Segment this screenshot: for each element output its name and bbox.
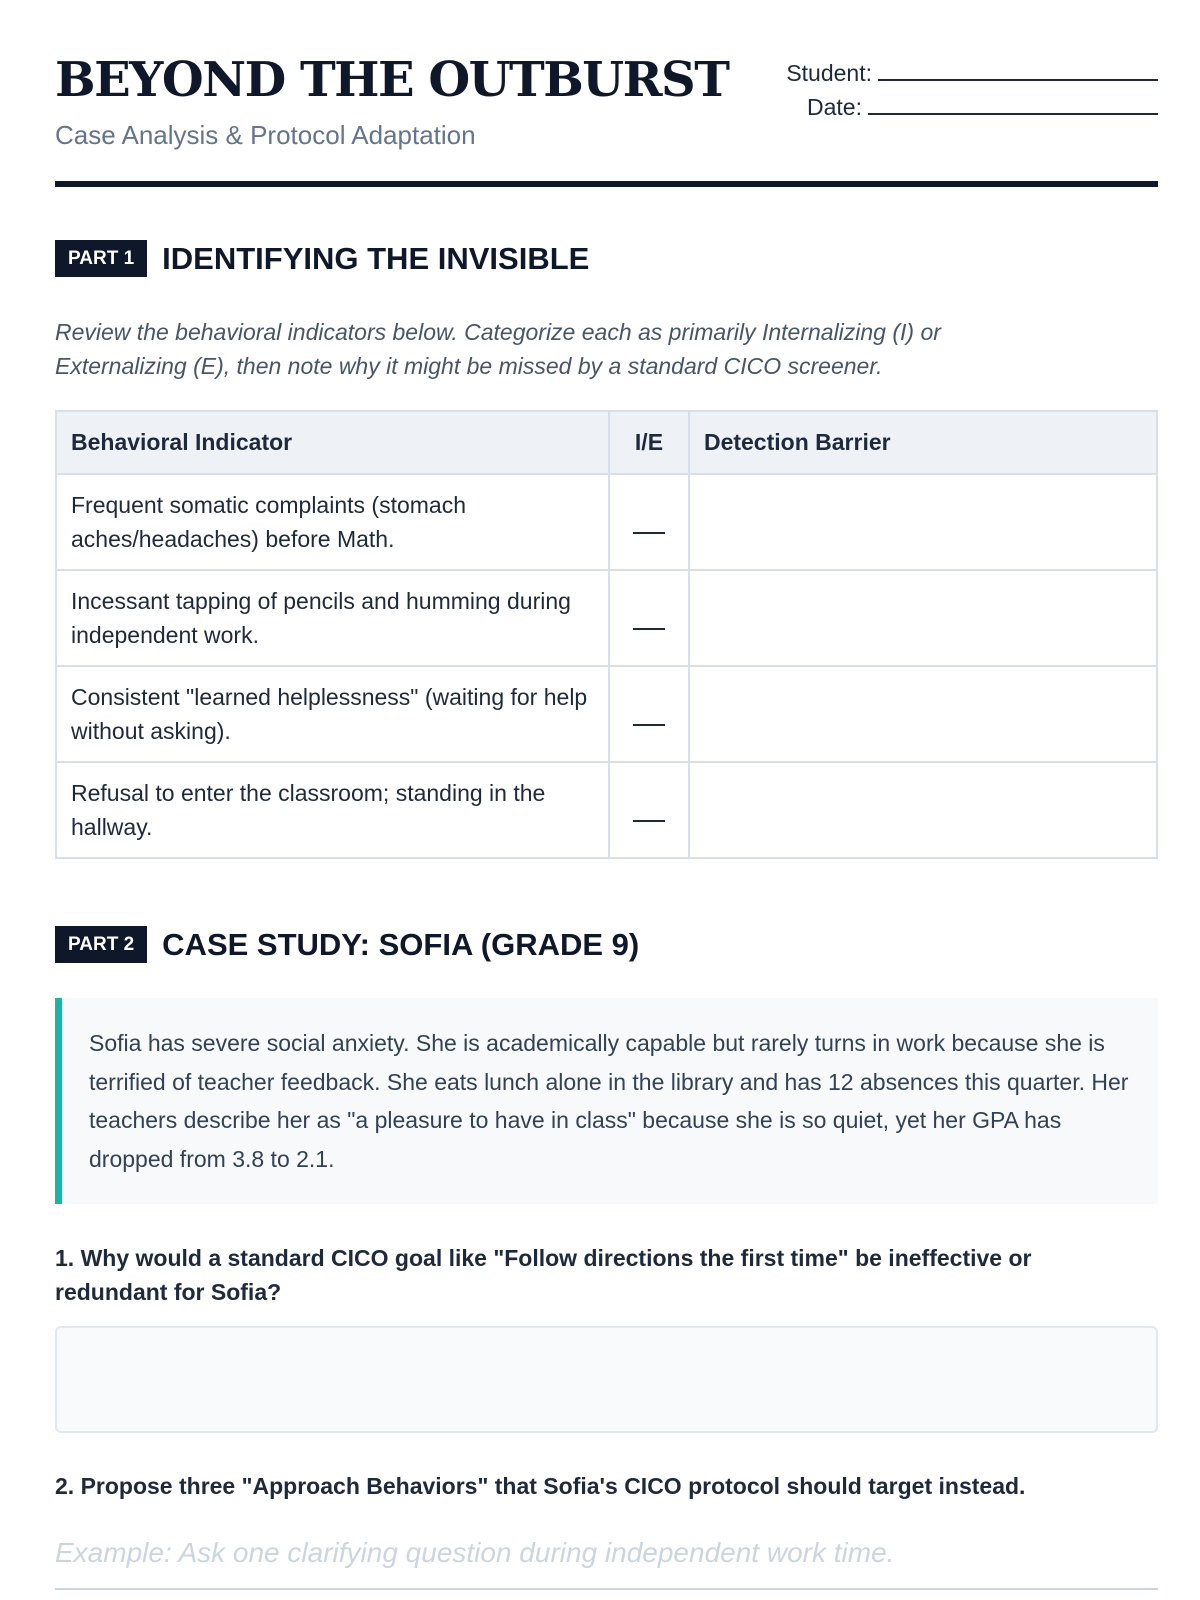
- document-title: BEYOND THE OUTBURST: [55, 52, 729, 108]
- ie-blank[interactable]: [633, 520, 665, 534]
- detection-barrier-cell[interactable]: [689, 474, 1157, 570]
- ie-answer-cell[interactable]: [609, 666, 689, 762]
- detection-barrier-cell[interactable]: [689, 762, 1157, 858]
- part1-heading: [55, 240, 589, 277]
- student-name-field[interactable]: [878, 61, 1158, 81]
- header: [55, 0, 1158, 187]
- indicator-table: [55, 410, 1158, 859]
- ie-blank[interactable]: [633, 712, 665, 726]
- document-subtitle: Case Analysis & Protocol Adaptation: [55, 120, 476, 150]
- indicator-cell: Refusal to enter the classroom; standing in the hallway.: [56, 762, 609, 858]
- header-detection-barrier: Detection Barrier: [689, 411, 1157, 474]
- question-2: 2. Propose three "Approach Behaviors" that Sofia's CICO protocol should target instead.: [55, 1473, 1026, 1499]
- part1-badge: PART 1: [55, 240, 147, 277]
- indicator-cell: Incessant tapping of pencils and humming during independent work.: [56, 570, 609, 666]
- indicator-cell: Consistent "learned helplessness" (waiting for help without asking).: [56, 666, 609, 762]
- question-1: 1. Why would a standard CICO goal like "Follow directions the first time" be ineffective or redundant for Sofia?: [55, 1245, 1032, 1305]
- part1-instructions: Review the behavioral indicators below. Categorize each as primarily Internalizing (I) or Externalizing (E), then note why it might be missed by a standard CICO screener.: [55, 319, 941, 379]
- student-info: [786, 56, 1158, 124]
- case-study-text: Sofia has severe social anxiety. She is academically capable but rarely turns in work because she is terrified of teacher feedback. She eats lunch alone in the library and has 12 absences this quarter. Her teachers describe her as "a pleasure to have in class" because she is so quiet, yet her GPA has dropped from 3.8 to 2.1.: [89, 1030, 1129, 1172]
- question-1-answer-box[interactable]: [55, 1326, 1158, 1433]
- ie-answer-cell[interactable]: [609, 474, 689, 570]
- ie-blank[interactable]: [633, 616, 665, 630]
- student-label: Student:: [786, 60, 872, 86]
- ie-blank[interactable]: [633, 808, 665, 822]
- part2-badge: PART 2: [55, 926, 147, 963]
- indicator-cell: Frequent somatic complaints (stomach aches/headaches) before Math.: [56, 474, 609, 570]
- student-row: [786, 56, 1158, 90]
- table-row: [56, 762, 1157, 858]
- ie-answer-cell[interactable]: [609, 570, 689, 666]
- part2-heading: [55, 926, 639, 963]
- date-label: Date:: [807, 94, 862, 120]
- detection-barrier-cell[interactable]: [689, 666, 1157, 762]
- table-row: [56, 666, 1157, 762]
- part1-title: IDENTIFYING THE INVISIBLE: [162, 241, 590, 276]
- date-field[interactable]: [868, 95, 1158, 115]
- date-row: [786, 90, 1158, 124]
- question-2-example: Example: Ask one clarifying question during independent work time.: [55, 1537, 895, 1568]
- part2-title: CASE STUDY: SOFIA (GRADE 9): [162, 927, 640, 962]
- header-behavioral-indicator: Behavioral Indicator: [56, 411, 609, 474]
- table-header-row: [56, 411, 1157, 474]
- question-2-answer-line[interactable]: [55, 1588, 1158, 1590]
- ie-answer-cell[interactable]: [609, 762, 689, 858]
- worksheet-page: [55, 0, 1158, 1568]
- table-row: [56, 474, 1157, 570]
- table-row: [56, 570, 1157, 666]
- header-ie: I/E: [609, 411, 689, 474]
- detection-barrier-cell[interactable]: [689, 570, 1157, 666]
- case-study-box: [55, 998, 1158, 1204]
